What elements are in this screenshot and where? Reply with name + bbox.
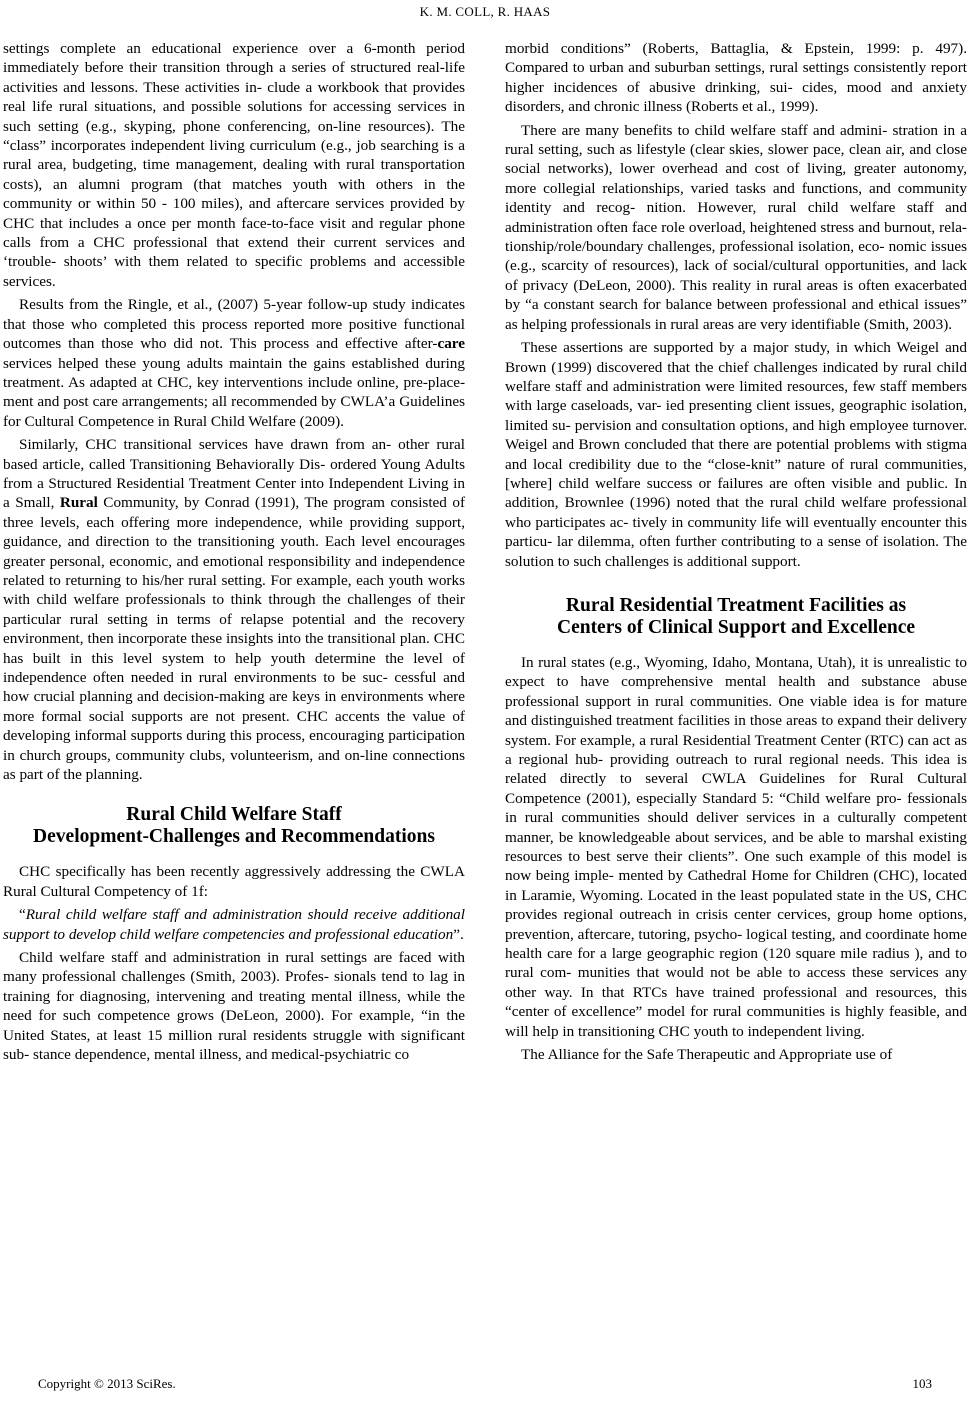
section-heading: Rural Residential Treatment Facilities as Centers of Clinical Support and Excellence <box>556 594 916 638</box>
paragraph: In rural states (e.g., Wyoming, Idaho, Montana, Utah), it is unrealistic to expect to have comprehensive mental health and substance abuse professional support in rural communities. One viable idea is for mature and distinguished treatment facilities in those areas to expand their delivery system. For example, a rural Residential Treatment Center (RTC) can act as a regional hub- providing outreach to rural regional needs. This idea is related directly to several CWLA Guidelines for Rural Cultural Competence (2001), especially Standard 5: “Child welfare pro- fessionals in rural communities should deliver services in a culturally competent manner, be knowledgeable about services, and be able to marshal existing resources to best serve their clients”. One such example of this model is now being imple- mented by Cathedral Home for Children (CHC), located in Laramie, Wyoming. Located in the least populated state in the US, CHC provides regional outreach in crisis center cervices, group home options, prevention, aftercare, tutoring, psycho- logical testing, and coordinate home health care for a large geographic region (120 square mile radius ), and to rural com- munities that would not be able to access these services any other way. In that RTCs have trained professional and resources, this “center of excellence” model for rural communities is highly feasible, and will help in transitioning CHC youth to independent living. <box>505 653 967 1040</box>
section-heading: Rural Child Welfare Staff Development-Challenges and Recommendations <box>33 804 435 848</box>
paragraph: morbid conditions” (Roberts, Battaglia, & Epstein, 1999: p. 497). Compared to urban and suburban settings, rural settings consistently report higher incidences of abusive drinking, sui- cides, mood and anxiety disorders, and chronic illness (Roberts et al., 1999). <box>505 40 967 116</box>
paragraph: Child welfare staff and administration in rural settings are faced with many professional challenges (Smith, 2003). Profes- sionals tend to lag in training for diagnosing, intervening and treating mental illness, while the need for such competence grows (DeLeon, 2000). For example, “in the United States, at least 15 million rural residents struggle with significant sub- stance dependence, mental illness, and medical-psychiatric co <box>3 949 465 1064</box>
paragraph: CHC specifically has been recently aggressively addressing the CWLA Rural Cultural Competency of 1f: <box>3 863 465 900</box>
paragraph: The Alliance for the Safe Therapeutic and Appropriate use of <box>521 1046 893 1064</box>
paragraph: There are many benefits to child welfare staff and admini- stration in a rural setting, such as lifestyle (clear skies, slower pace, clean air, and close social networks), lower overhead and cost of living, greater autonomy, more collegial relationships, varied tasks and functions, and community identity and recog- nition. However, rural child welfare staff and administration often face role overload, heightened stress and burnout, rela- tionship/role/boundary challenges, professional isolation, eco- nomic issues (e.g., scarcity of resources), lack of social/cultural opportunities, and lack of privacy (DeLeon, 2000). This reality in rural areas is often exacerbated by “a constant search for balance between professional and ethical issues” as helping professionals in rural areas are very identifiable (Smith, 2003). <box>505 121 967 333</box>
right-column <box>505 39 967 1069</box>
paragraph: These assertions are supported by a major study, in which Weigel and Brown (1999) discovered that the chief challenges indicated by rural child welfare staff and administration were limited resources, few staff members with large caseloads, var- ied presenting client issues, geographic isolation, limited su- pervision and consultation options, and high employee turnover. Weigel and Brown concluded that there are potential problems with stigma and local credibility due to the “close-knit” nature of rural communities, [where] child welfare success or failures are often visible and public. In addition, Brownlee (1996) noted that the rural child welfare professional who participates ac- tively in community life will eventually encounter this particu- lar dilemma, often further contributing to a sense of isolation. The solution to such challenges is additional support. <box>505 339 967 570</box>
paragraph: settings complete an educational experience over a 6-month period immediately before their transition through a series of structured real-life activities and lessons. These activities in- clude a workbook that provides real life rural situations, and possible solutions for accessing services in such setting (e.g., skyping, phone conferencing, on-line resources). The “class” incorporates independent living curriculum (e.g., job searching is a rural area, budgeting, time management, dealing with rural transportation costs), an alumni program (that matches youth with others in the community or within 50 - 100 miles), and aftercare services provided by CHC that includes a once per month face-to-face visit and regular phone calls from a CHC professional that extend their current services and ‘trouble- shoots’ with them related to specific problems and accessible services. <box>3 40 465 290</box>
paragraph: Results from the Ringle, et al., (2007) 5-year follow-up study indicates that those who completed this process reported more positive functional outcomes than those who did not. This process and effective after-care services helped these young adults maintain the gains established during treatment. As adapted at CHC, key interventions include online, pre-place- ment and post care arrangements; all recommended by CWLA’a Guidelines for Cultural Competence in Rural Child Welfare (2009). <box>3 296 465 430</box>
page-number: 103 <box>912 1376 932 1391</box>
copyright-notice: Copyright © 2013 SciRes. <box>38 1376 176 1391</box>
running-head: K. M. COLL, R. HAAS <box>419 4 551 19</box>
paragraph: Similarly, CHC transitional services have drawn from an- other rural based article, called Transitioning Behaviorally Dis- ordered Young Adults from a Structured Residential Treatment Center into Independent Living in a Small, Rural Community, by Conrad (1991), The program consisted of three levels, each offering more independence, while providing support, guidance, and direction to the transitioning youth. Each level encourages greater personal, economic, and emotional responsibility and independence related to returning to his/her rural setting. For example, each youth works with child welfare professionals to think through the challenges of their particular rural setting in terms of relapse potential and the recovery environment, then incorporate these insights into the transitional plan. CHC has built in this level system to help youth determine the level of independence often needed in rural environments to be suc- cessful and how crucial planning and decision-making are keys in environments where more formal social supports are not present. CHC accents the value of developing informal supports during this process, encouraging participation in church groups, community clubs, volunteerism, and on-line connections as part of the planning. <box>3 436 465 784</box>
quote-paragraph: “Rural child welfare staff and administration should receive additional support to develop child welfare competencies and professional education”. <box>3 906 465 943</box>
left-column <box>3 39 465 1069</box>
